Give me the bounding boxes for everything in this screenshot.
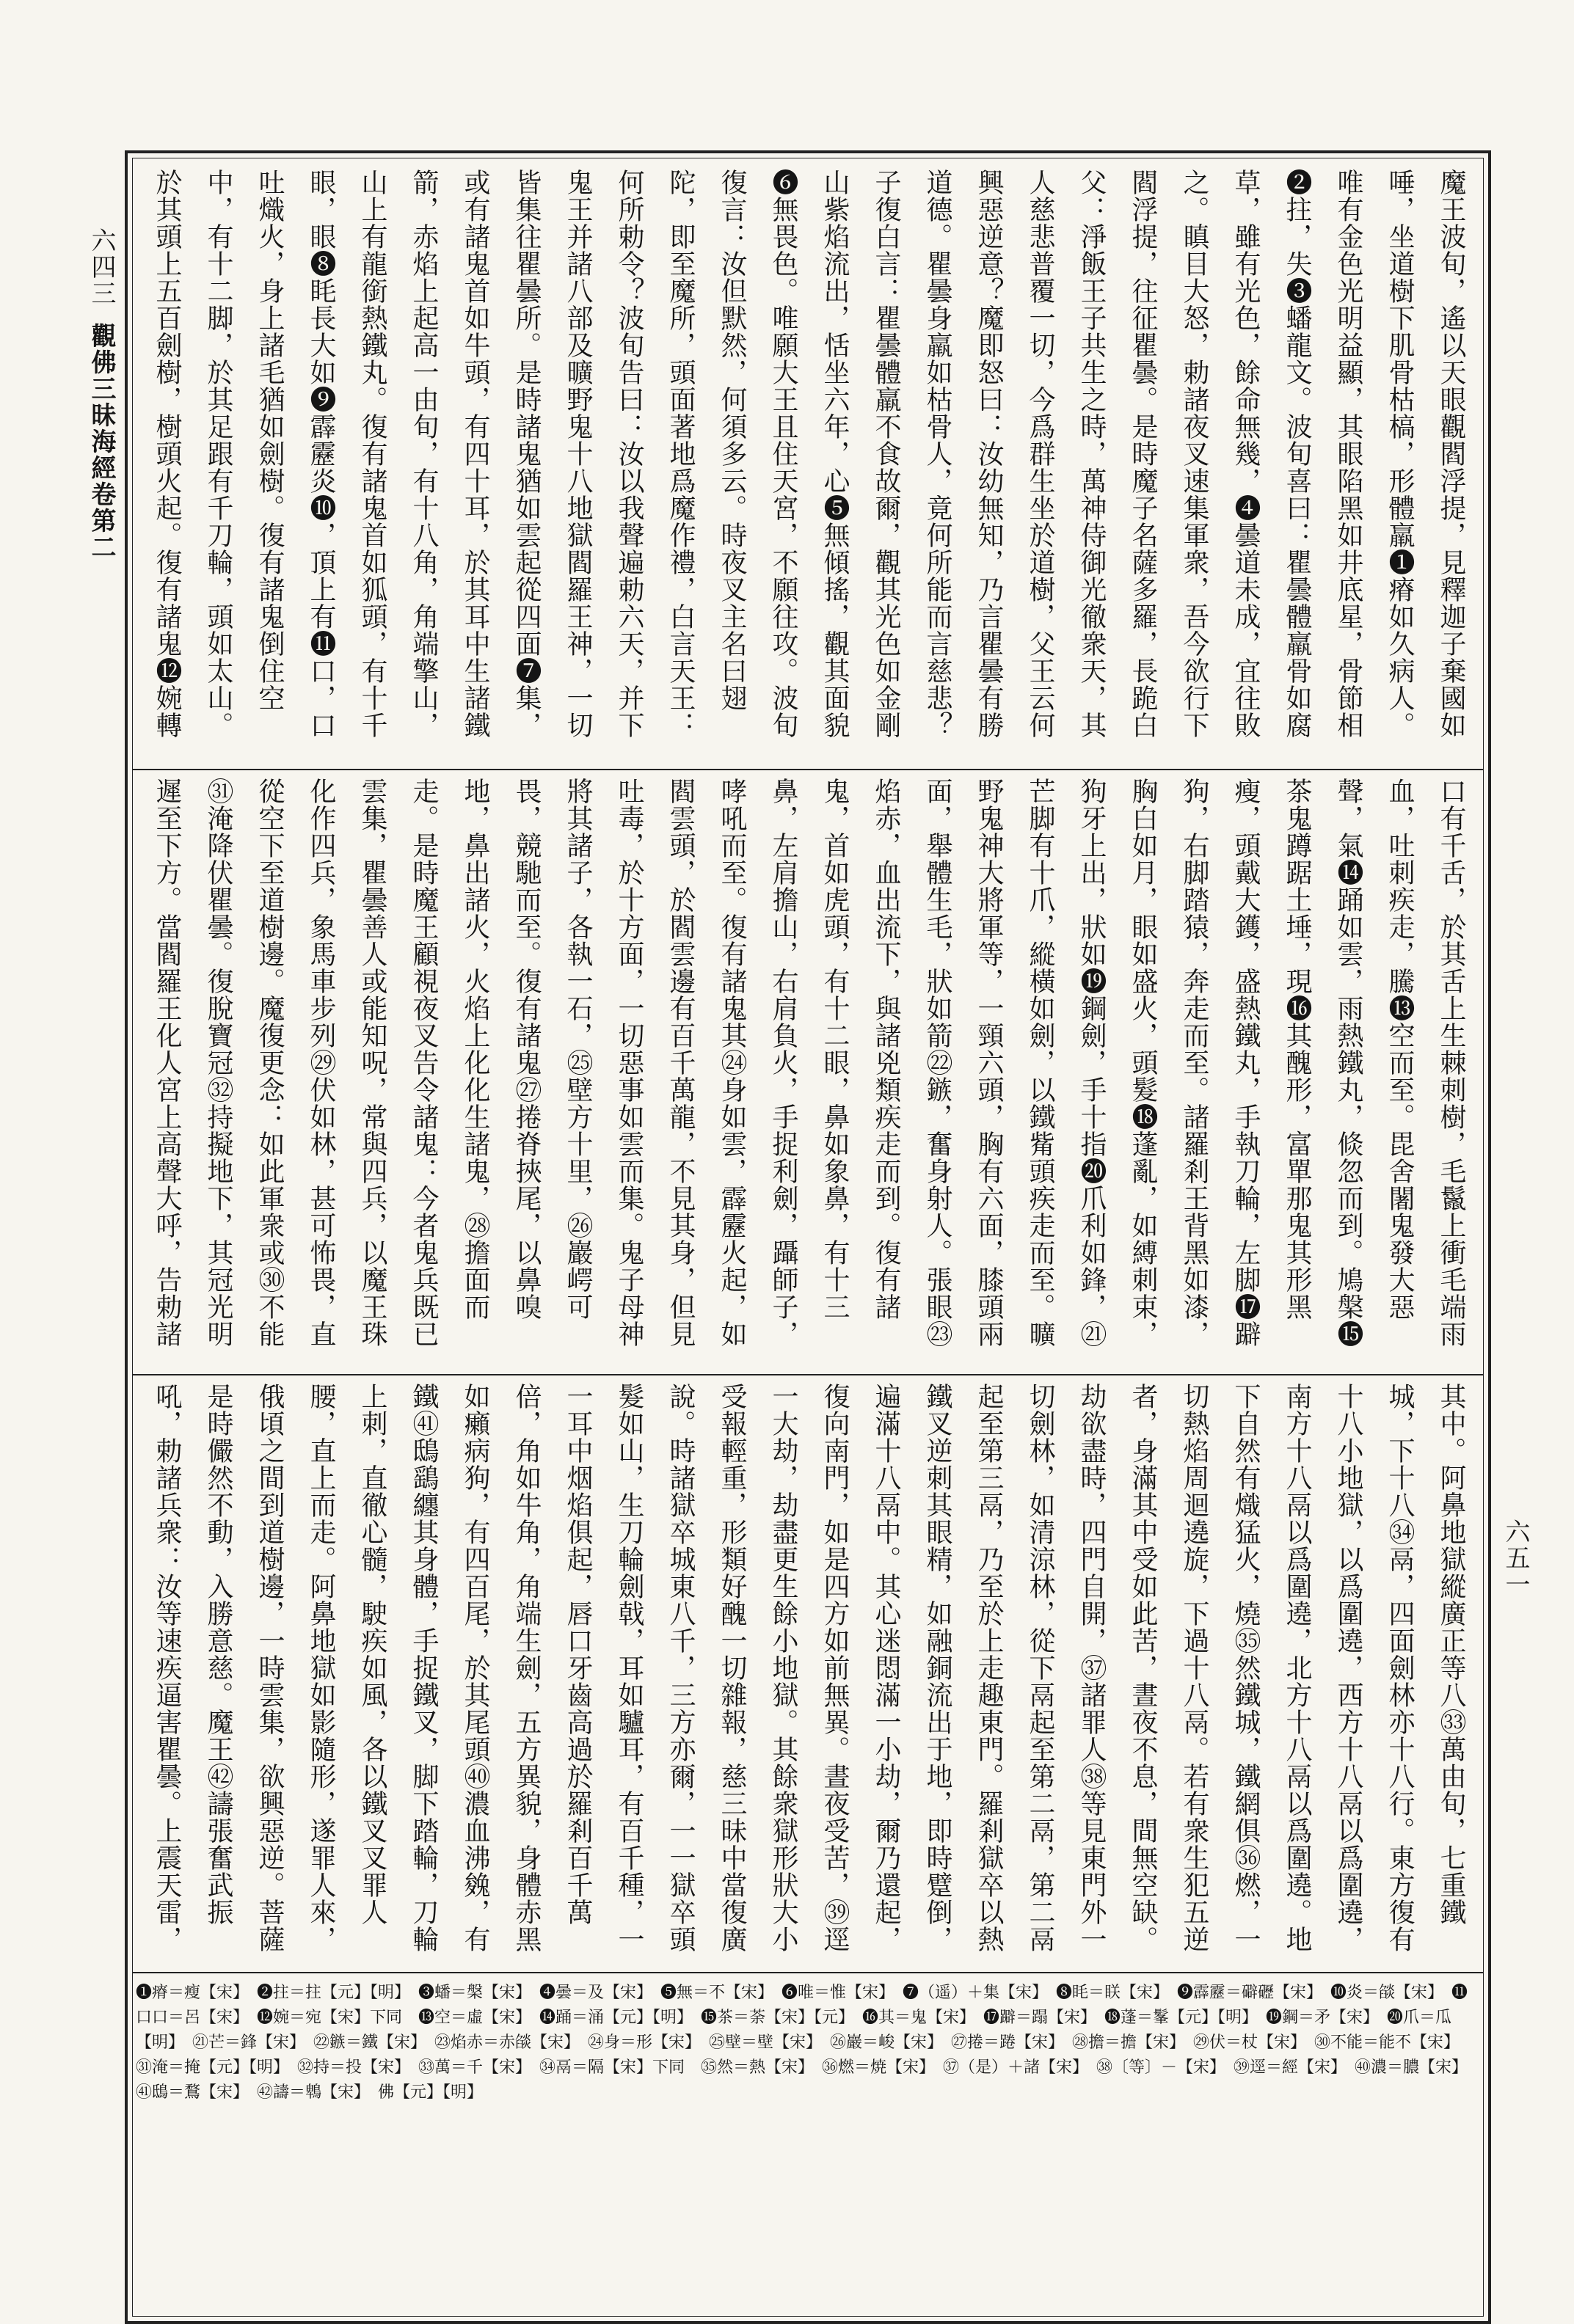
page-number-left: 六五一: [1501, 1519, 1530, 1598]
footnotes: ❶瘠＝瘦【宋】 ❷拄＝拄【元】【明】 ❸蟠＝槃【宋】 ❹曇＝及【宋】 ❺無＝不【宋】 ❻唯＝惟【宋】 ❼（遥）＋集【宋】 ❽眊＝眹【宋】 ❾霹靂＝礔礰【宋】 ❿炎＝燄【宋】 ⓫口口＝呂【宋】 ⓬婉＝宛【宋】下同 ⓭空＝虛【宋】 ⓮踊＝涌【元】【明】 ⓯茶＝荼【宋】【元】 ⓰其＝鬼【宋】 ⓱躃＝蹋【宋】 ⓲蓬＝髼【元】【明】 ⓳鋼＝矛【宋】 ⓴爪＝瓜【明】 ㉑芒＝鋒【宋】 ㉒鏃＝鐵【宋】 ㉓焰赤＝赤燄【宋】 ㉔身＝形【宋】 ㉕壁＝壁【宋】 ㉖巖＝峻【宋】 ㉗捲＝踡【宋】 ㉘擔＝擔【宋】 ㉙伏＝杖【宋】 ㉚不能＝能不【宋】 ㉛淹＝掩【元】【明】 ㉜持＝投【宋】 ㉝萬＝千【宋】 ㉞鬲＝隔【宋】下同 ㉟然＝熱【宋】 ㊱燃＝焼【宋】 ㊲（是）＋諸【宋】 ㊳〔等〕－【宋】 ㊴逕＝經【宋】 ㊵濃＝膿【宋】 ㊶鴟＝鶩【宋】 ㊷譸＝鵯【宋】 佛【元】【明】: [136, 1984, 1476, 2102]
footnote-divider: [132, 1972, 1484, 1973]
text-block-upper: 魔王波旬，遙以天眼觀閻浮提，見釋迦子棄國如唾，坐道樹下肌骨枯槁，形體羸❶瘠如久病人。唯有金色光明益顯，其眼陷黑如井底星，骨節相❷拄，失❸蟠龍文。波旬喜曰：瞿曇體羸骨如腐草，雖有光色，餘命無幾，❹曇道未成，宜往敗之。瞋目大怒，勅諸夜叉速集軍衆，吾今欲行下閻浮提，往征瞿曇。是時魔子名薩多羅，長跪白父：淨飯王子共生之時，萬神侍御光徹衆天，其人慈悲普覆一切，今爲群生坐於道樹，父王云何興惡逆意？魔即怒曰：汝幼無知，乃言瞿曇有勝道德。瞿曇身羸如枯骨人，竟何所能而言慈悲？子復白言：瞿曇體羸不食故爾，觀其光色如金剛山紫焰流出，恬坐六年，心❺無傾搖，觀其面貌❻無畏色。唯願大王且住天宮，不願往攻。波旬復言：汝但默然，何須多云。時夜叉主名曰翅陀，即至魔所，頭面著地爲魔作禮，白言天王：何所勅令？波旬告曰：汝以我聲遍勅六天，并下鬼王并諸八部及曠野鬼十八地獄閻羅王神，一切皆集往瞿曇所。是時諸鬼猶如雲起從四面❼集，或有諸鬼首如牛頭，有四十耳，於其耳中生諸鐵箭，赤焰上起高一由旬，有十八角，角端擎山，山上有龍銜熱鐵丸。復有諸鬼首如狐頭，有十千眼，眼❽眊長大如❾霹靂炎❿，頂上有⓫口，口吐熾火，身上諸毛猶如劍樹。復有諸鬼倒住空中，有十二脚，於其足跟有千刀輪，頭如太山。於其頭上五百劍樹，樹頭火起。復有諸鬼⓬婉轉: [152, 169, 1466, 739]
text-block-lower: 其中。阿鼻地獄縱廣正等八㉝萬由旬，七重鐵城，下十八㉞鬲，四面劍林亦十八行。東方復有十八小地獄，以爲圍遶，西方十八鬲以爲圍遶，南方十八鬲以爲圍遶，北方十八鬲以爲圍遶。地下自然有熾猛火，燒㉟然鐵城，鐵網俱㊱燃，一切熱焰周迴遶旋，下過十八鬲。若有衆生犯五逆者，身滿其中受如此苦，晝夜不息，間無空缺。劫欲盡時，四門自開，㊲諸罪人㊳等見東門外一切劍林，如清涼林，從下鬲起至第二鬲，第二鬲起至第三鬲，乃至於上走趣東門。羅剎獄卒以熱鐵叉逆刺其眼精，如融銅流出于地，即時躄倒，遍滿十八鬲中。其心迷悶滿一小劫，爾乃還起，復向南門，如是四方如前無異。晝夜受苦，㊴逕一大劫，劫盡更生餘小地獄。其餘衆獄形狀大小受報輕重，形類好醜一切雜報，慈三昧中當復廣說。時諸獄卒城東八千，三方亦爾，一一獄卒頭髮如山，生刀輪劍戟，耳如驢耳，有百千種，一一耳中烟焰俱起，唇口牙齒高過於羅剎百千萬倍，角如牛角，角端生劍，五方異貌，身體赤黑如癩病狗，有四百尾，於其尾頭㊵濃血沸㕙，有鐵㊶鴟鷂纏其身體，手捉鐵叉，脚下踏輪，刀輪上刺，直徹心髓，駛疾如風，各以鐵叉叉罪人腰，直上而走。阿鼻地獄如影隨形，遂罪人來，俄頃之間到道樹邊，一時雲集，欲興惡逆。菩薩是時儼然不動，入勝意慈。魔王㊷譸張奮武振吼，勅諸兵衆：汝等速疾逼害瞿曇。上震天雷，: [152, 1383, 1466, 1953]
page-number-right: 六四三: [87, 227, 116, 307]
block-divider-2: [132, 1374, 1484, 1375]
block-divider-1: [132, 769, 1484, 770]
text-block-middle: 口有千舌，於其舌上生棘刺樹，毛鬣上衝毛端雨血，吐刺疾走，騰⓭空而至。毘舍闍鬼發大惡聲，氣⓮踊如雲，雨熱鐵丸，倐忽而到。鳩槃⓯茶鬼蹲踞土埵，現⓰其醜形，富單那鬼其形黑瘦，頭戴大鑊，盛熱鐵丸，手執刀輪，左脚⓱躃狗，右脚踏猿，奔走而至。諸羅剎王背黑如漆，胸白如月，眼如盛火，頭髮⓲蓬亂，如縛刺束，狗牙上出，狀如⓳鋼劍，手十指⓴爪利如鋒，㉑芒脚有十爪，縱橫如劍，以鐵觜頭疾走而至。曠野鬼神大將軍等，一頸六頭，胸有六面，膝頭兩面，舉體生毛，狀如箭㉒鏃，奮身射人。張眼㉓焰赤，血出流下，與諸兇類疾走而到。復有諸鬼，首如虎頭，有十二眼，鼻如象鼻，有十三鼻，左肩擔山，右肩負火，手捉利劍，躡師子，哮吼而至。復有諸鬼其㉔身如雲，霹靂火起，如閻雲頭，於閻雲邊有百千萬龍，不見其身，但見吐毒，於十方面，一切惡事如雲而集。鬼子母神將其諸子，各執一石，㉕壁方十里，㉖巖崿可畏，競馳而至。復有諸鬼㉗捲脊挾尾，以鼻嗅地，鼻出諸火，火焰上化化生諸鬼，㉘擔面而走。是時魔王顧視夜叉告令諸鬼：今者鬼兵既已雲集，瞿曇善人或能知呪，常與四兵，以魔王珠化作四兵，象馬車步列㉙伏如林，甚可怖畏，直從空下至道樹邊。魔復更念：如此軍衆或㉚不能㉛淹降伏瞿曇。復脫寶冠㉜持擬地下，其冠光明遲至下方。當閻羅王化人宮上高聲大呼，告勅諸: [152, 778, 1466, 1348]
running-title: 觀佛三昧海經卷第二: [87, 323, 116, 560]
